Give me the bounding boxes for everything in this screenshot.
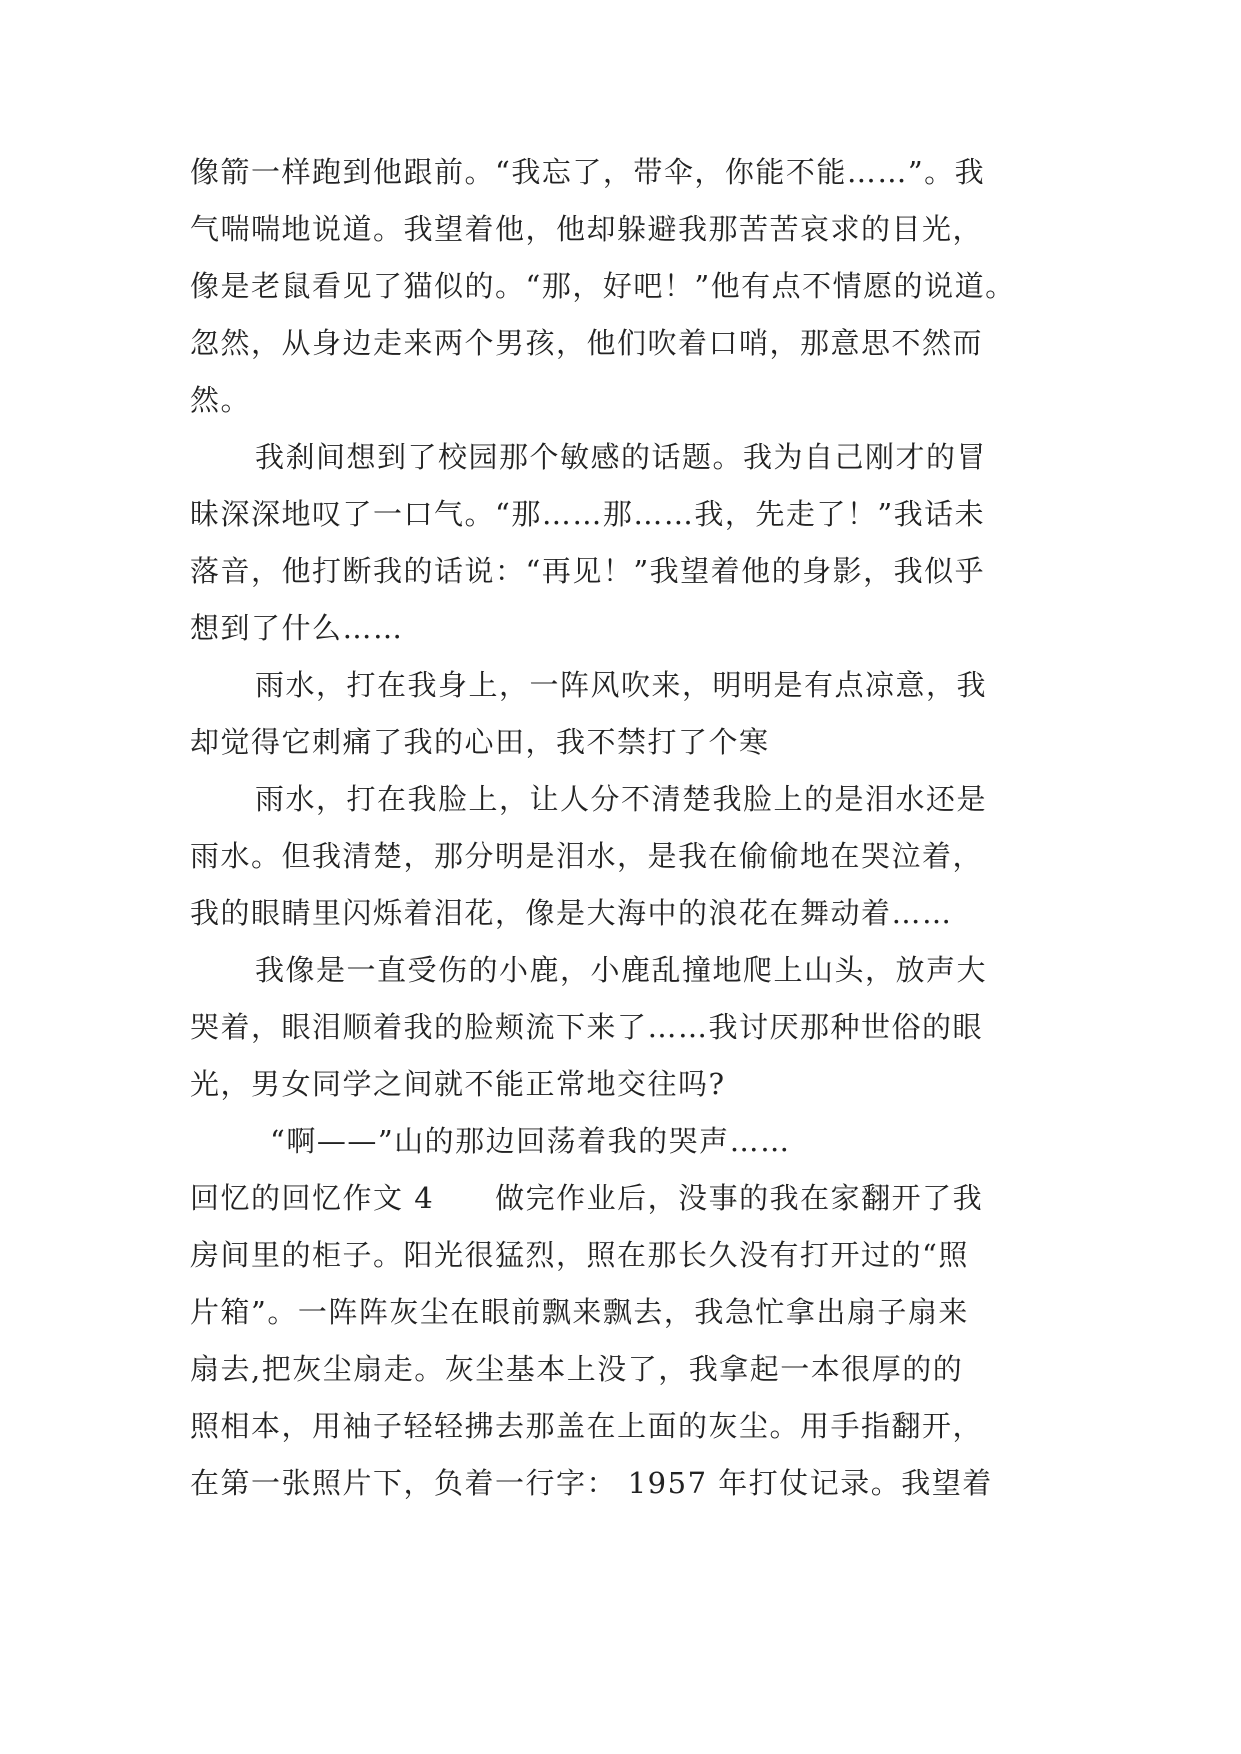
paragraph-start: “啊——”山的那边回荡着我的哭声…… (270, 1124, 791, 1158)
text-line: 雨水。但我清楚，那分明是泪水，是我在偷偷地在哭泣着， (190, 839, 984, 873)
text-line: 像箭一样跑到他跟前。“我忘了，带伞，你能不能……”。我 (190, 155, 986, 189)
text-line: 扇去,把灰尘扇走。灰尘基本上没了，我拿起一本很厚的的 (190, 1352, 964, 1386)
text-line: 房间里的柜子。阳光很猛烈，照在那长久没有打开过的“照 (190, 1238, 969, 1272)
paragraph-start: 我像是一直受伤的小鹿，小鹿乱撞地爬上山头，放声大 (255, 953, 988, 987)
text-line: 光，男女同学之间就不能正常地交往吗? (190, 1067, 726, 1101)
text-line: 昧深深地叹了一口气。“那……那……我，先走了！”我话未 (190, 497, 986, 531)
essay-heading-line: 回忆的回忆作文 4 做完作业后，没事的我在家翻开了我 (190, 1181, 984, 1215)
text-line: 像是老鼠看见了猫似的。“那，好吧！”他有点不情愿的说道。 (190, 269, 1016, 303)
text-line: 片箱”。一阵阵灰尘在眼前飘来飘去，我急忙拿出扇子扇来 (190, 1295, 969, 1329)
text-line: 落音，他打断我的话说：“再见！”我望着他的身影，我似乎 (190, 554, 986, 588)
text-line: 想到了什么…… (190, 611, 404, 645)
text-line: 哭着，眼泪顺着我的脸颊流下来了……我讨厌那种世俗的眼 (190, 1010, 984, 1044)
text-line: 我的眼睛里闪烁着泪花，像是大海中的浪花在舞动着…… (190, 896, 953, 930)
paragraph-start: 雨水，打在我身上，一阵风吹来，明明是有点凉意，我 (255, 668, 988, 702)
text-line: 在第一张照片下，负着一行字： 1957 年打仗记录。我望着 (190, 1466, 993, 1500)
text-line: 忽然，从身边走来两个男孩，他们吹着口哨，那意思不然而 (190, 326, 984, 360)
paragraph-start: 雨水，打在我脸上，让人分不清楚我脸上的是泪水还是 (255, 782, 988, 816)
text-line: 照相本，用袖子轻轻拂去那盖在上面的灰尘。用手指翻开， (190, 1409, 984, 1443)
text-line: 然。 (190, 383, 252, 417)
paragraph-start: 我刹间想到了校园那个敏感的话题。我为自己刚才的冒 (255, 440, 988, 474)
text-line: 气喘喘地说道。我望着他，他却躲避我那苦苦哀求的目光， (190, 212, 984, 246)
text-line: 却觉得它刺痛了我的心田，我不禁打了个寒 (190, 725, 770, 759)
